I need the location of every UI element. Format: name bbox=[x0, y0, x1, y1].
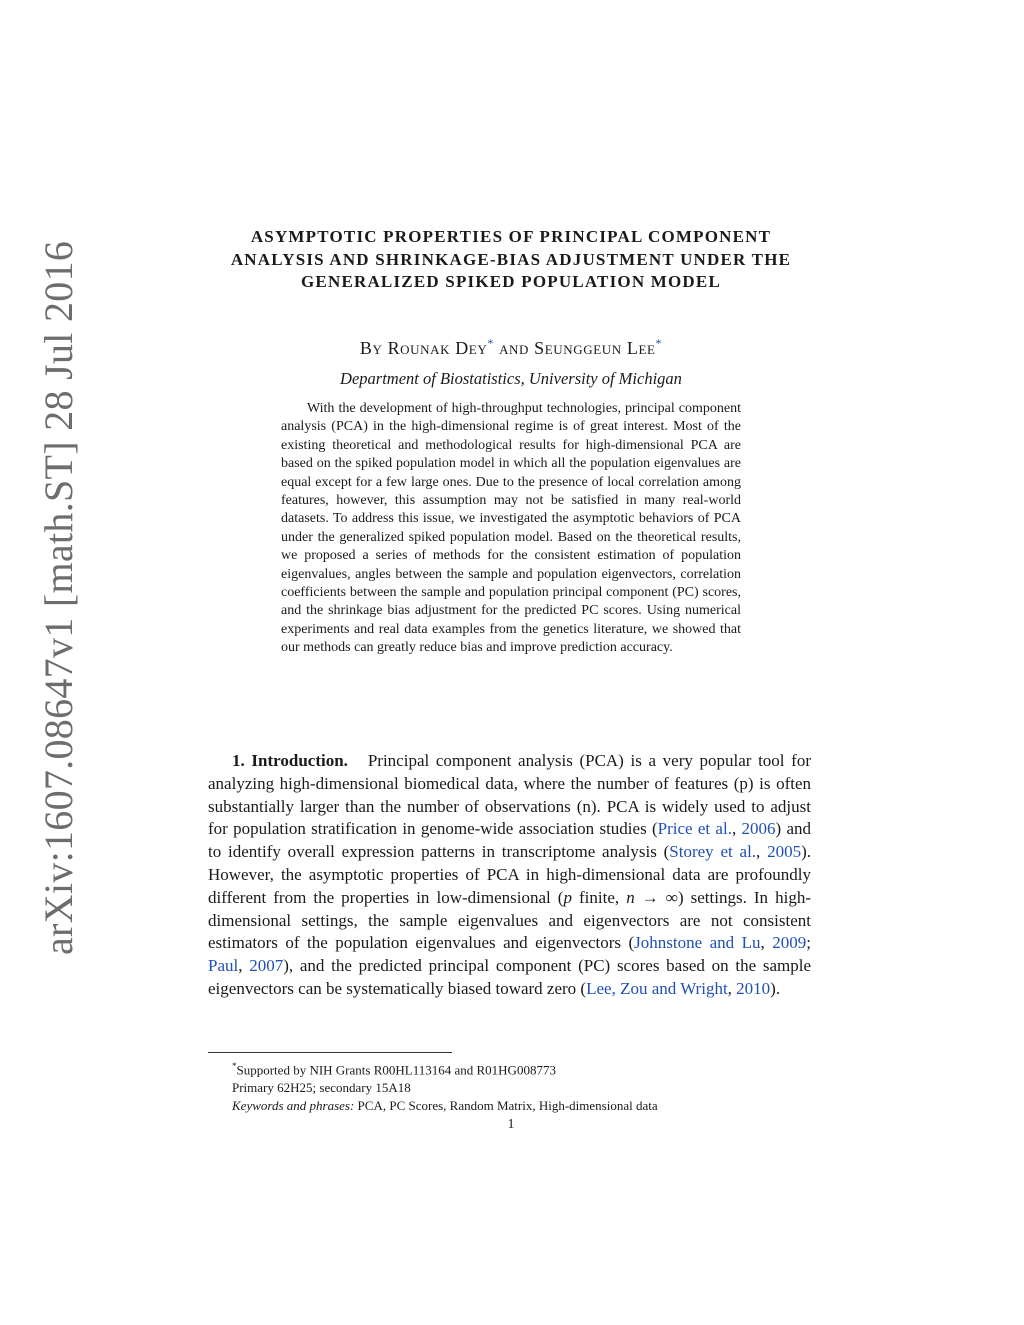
affiliation: Department of Biostatistics, University of Michigan bbox=[340, 369, 682, 388]
byline-by: By bbox=[359, 338, 383, 358]
citation-year-link[interactable]: 2006 bbox=[741, 819, 776, 839]
funding-footnote bbox=[208, 1057, 811, 1079]
math-n-limit: n → ∞ bbox=[626, 887, 678, 907]
keywords-label: Keywords and phrases: bbox=[232, 1098, 355, 1114]
keywords-text: PCA, PC Scores, Random Matrix, High-dimensional data bbox=[357, 1098, 658, 1114]
footnotes bbox=[208, 1057, 811, 1115]
abstract: With the development of high-throughput technologies, principal component analysis (PCA) in the high-dimensional regime is of great interest. Most of the existing theoretical and methodological results for high-dimensional PCA are based on the spiked population model in which all the population eigenvalues are equal except for a few large ones. Due to the presence of local correlation among features, however, this assumption may not be satisfied in many real-world datasets. To address this issue, we investigated the asymptotic behaviors of PCA under the generalized spiked population model. Based on the theoretical results, we proposed a series of methods for the consistent estimation of population eigenvalues, angles between the sample and population eigenvectors, correlation coefficients between the sample and population principal component (PC) scores, and the shrinkage bias adjustment for the predicted PC scores. Using numerical experiments and real data examples from the genetics literature, we showed that our methods can greatly reduce bias and improve prediction accuracy. bbox=[281, 401, 741, 656]
footnote-mark: * bbox=[232, 1061, 237, 1071]
citation-link[interactable]: Price et al. bbox=[657, 819, 732, 839]
body-text: ) settings. In high-dimensional settings, the sample eigenvalues and eigenvectors are not consistent estimators of the population eigenvalues and eigenvectors ( bbox=[208, 887, 811, 953]
author-footnote-link[interactable]: * bbox=[655, 336, 663, 350]
citation-link[interactable]: Lee, Zou and Wright bbox=[586, 978, 728, 998]
msc-classification: Primary 62H25; secondary 15A18 bbox=[232, 1080, 411, 1096]
body-text: ). bbox=[770, 978, 781, 998]
footnote-divider bbox=[208, 1052, 452, 1053]
keywords-footnote bbox=[208, 1097, 811, 1115]
citation-link[interactable]: Johnstone and Lu bbox=[634, 933, 761, 953]
introduction-paragraph: 1. Introduction. Principal component analysis (PCA) is a very popular tool for analyzing high-dimensional biomedical data, where the number of features (p) is often substantially larger than the number of observations (n). PCA is widely used to adjust for population stratification in genome-wide association studies (Price et al., 2006) and to identify overall expression patterns in transcriptome analysis (Storey et al., 2005). However, the asymptotic properties of PCA in high-dimensional data are profoundly different from the properties in low-dimensional (p finite, n → ∞) settings. In high-dimensional settings, the sample eigenvalues and eigenvectors are not consistent estimators of the population eigenvalues and eigenvectors (Johnstone and Lu, 2009; Paul, 2007), and the predicted principal component (PC) scores based on the sample eigenvectors can be systematically biased toward zero (Lee, Zou and Wright, 2010). bbox=[208, 751, 812, 998]
author-name: Rounak Dey bbox=[387, 338, 488, 358]
citation-link[interactable]: Paul bbox=[208, 956, 239, 976]
funding-text: Supported by NIH Grants R00HL113164 and R01HG008773 bbox=[236, 1062, 556, 1078]
citation-link[interactable]: Storey et al. bbox=[669, 842, 757, 862]
section-heading: 1. Introduction. bbox=[232, 751, 348, 770]
citation-year-link[interactable]: 2010 bbox=[736, 978, 771, 998]
body-text: ), and the predicted principal component (PC) scores based on the sample eigenvectors can be systematically biased toward zero ( bbox=[208, 956, 812, 998]
byline-and: and bbox=[499, 338, 530, 358]
paper-title: ASYMPTOTIC PROPERTIES OF PRINCIPAL COMPONENT ANALYSIS AND SHRINKAGE-BIAS ADJUSTMENT UNDER THE GENERALIZED SPIKED POPULATION MODEL bbox=[230, 227, 792, 291]
body-text: finite, bbox=[571, 887, 627, 907]
body-text: ) and to identify overall expression patterns in transcriptome analysis ( bbox=[208, 819, 811, 862]
author-byline bbox=[208, 336, 814, 359]
author-name: Seunggeun Lee bbox=[534, 338, 656, 358]
body-text: Principal component analysis (PCA) is a very popular tool for analyzing high-dimensional biomedical data, where the number of features (p) is often substantially larger than the number of observations (n). PCA is widely used to adjust for population stratification in genome-wide association studies ( bbox=[208, 751, 811, 839]
page-number: 1 bbox=[507, 1117, 515, 1132]
citation-year-link[interactable]: 2007 bbox=[249, 956, 284, 976]
author-footnote-link[interactable]: * bbox=[487, 336, 494, 350]
body-text: ). However, the asymptotic properties of PCA in high-dimensional data are profoundly different from the properties in low-dimensional ( bbox=[208, 842, 812, 907]
citation-year-link[interactable]: 2009 bbox=[772, 933, 807, 953]
citation-year-link[interactable]: 2005 bbox=[767, 842, 802, 862]
arxiv-side-stamp: arXiv:1607.08647v1 [math.ST] 28 Jul 2016 bbox=[36, 240, 81, 955]
math-p: p bbox=[563, 887, 572, 907]
